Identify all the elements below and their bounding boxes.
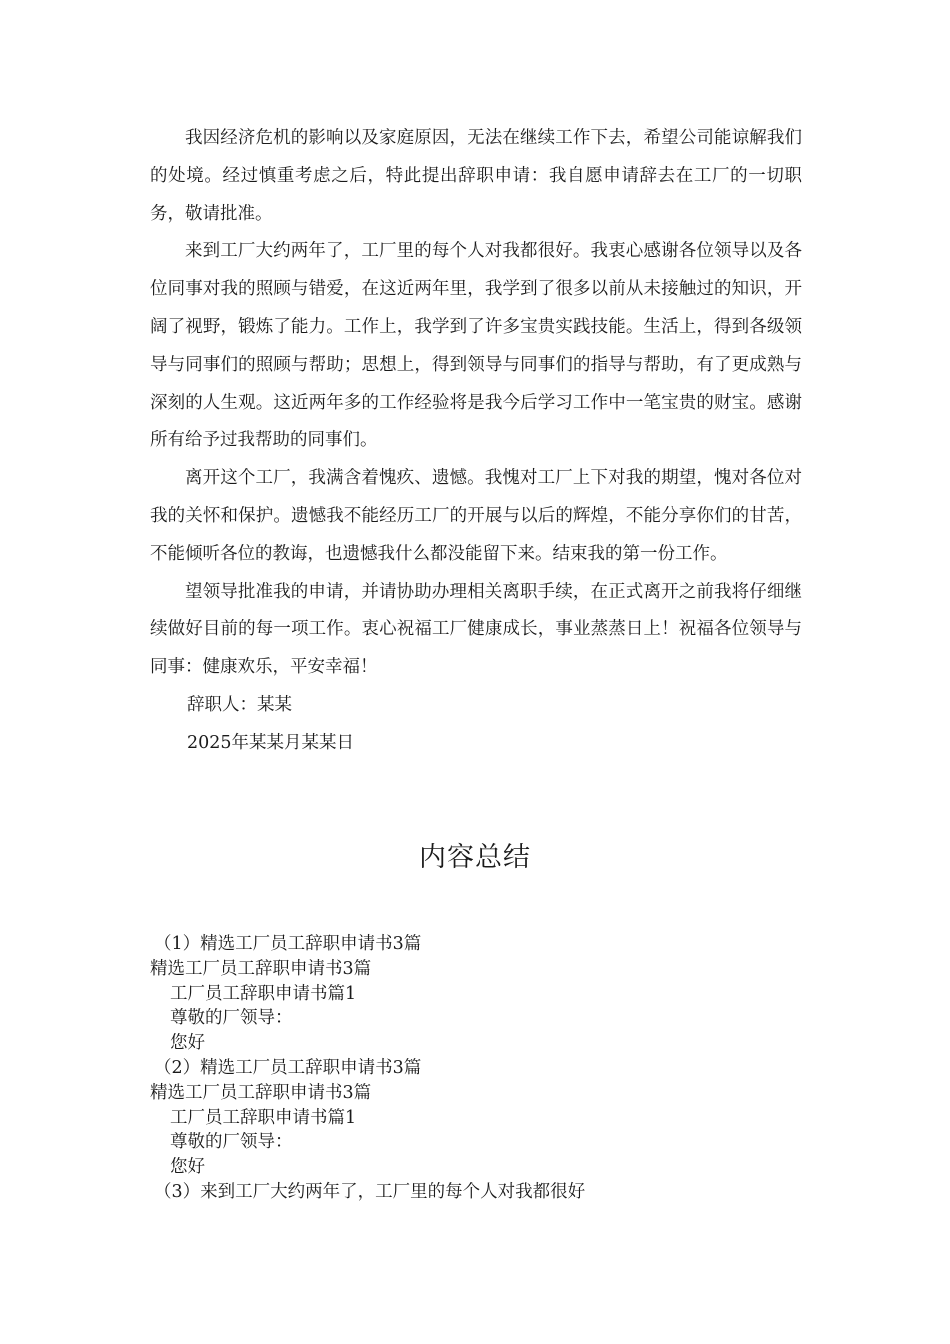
letter-signer: 辞职人：某某 bbox=[187, 694, 292, 715]
summary-line: （3）来到工厂大约两年了，工厂里的每个人对我都很好 bbox=[154, 1181, 586, 1202]
summary-title: 内容总结 bbox=[419, 842, 531, 873]
summary-line: 精选工厂员工辞职申请书3篇 bbox=[150, 958, 372, 979]
resignation-letter-body bbox=[150, 120, 802, 763]
summary-line: 精选工厂员工辞职申请书3篇 bbox=[150, 1082, 372, 1103]
summary-line: 尊敬的厂领导： bbox=[170, 1132, 293, 1153]
letter-paragraph: 离开这个工厂，我满含着愧疚、遗憾。我愧对工厂上下对我的期望，愧对各位对我的关怀和保护。遗憾我不能经历工厂的开展与以后的辉煌，不能分享你们的甘苦，不能倾听各位的教诲，也遗憾我什么都没能留下来。结束我的第一份工作。 bbox=[150, 468, 802, 564]
summary-line: 您好 bbox=[170, 1157, 205, 1178]
letter-paragraph: 我因经济危机的影响以及家庭原因，无法在继续工作下去，希望公司能谅解我们的处境。经过慎重考虑之后，特此提出辞职申请：我自愿申请辞去在工厂的一切职务，敬请批准。 bbox=[150, 128, 802, 224]
summary-line: 尊敬的厂领导： bbox=[170, 1008, 293, 1029]
summary-line: （1）精选工厂员工辞职申请书3篇 bbox=[154, 934, 422, 954]
letter-paragraph: 来到工厂大约两年了，工厂里的每个人对我都很好。我衷心感谢各位领导以及各位同事对我的照顾与错爱，在这近两年里，我学到了很多以前从未接触过的知识，开阔了视野，锻炼了能力。工作上，我学到了许多宝贵实践技能。生活上，得到各级领导与同事们的照顾与帮助；思想上，得到领导与同事们的指导与帮助，有了更成熟与深刻的人生观。这近两年多的工作经验将是我今后学习工作中一笔宝贵的财宝。感谢所有给予过我帮助的同事们。 bbox=[150, 241, 802, 451]
summary-line: 工厂员工辞职申请书篇1 bbox=[170, 983, 357, 1004]
summary-line: 工厂员工辞职申请书篇1 bbox=[170, 1107, 357, 1128]
summary-list bbox=[150, 932, 830, 1205]
letter-date: 2025年某某月某某日 bbox=[187, 732, 355, 753]
letter-paragraph: 望领导批准我的申请，并请协助办理相关离职手续，在正式离开之前我将仔细继续做好目前的每一项工作。衷心祝福工厂健康成长，事业蒸蒸日上！祝福各位领导与同事：健康欢乐，平安幸福！ bbox=[150, 581, 802, 678]
summary-line: （2）精选工厂员工辞职申请书3篇 bbox=[154, 1057, 422, 1078]
summary-line: 您好 bbox=[170, 1033, 205, 1054]
